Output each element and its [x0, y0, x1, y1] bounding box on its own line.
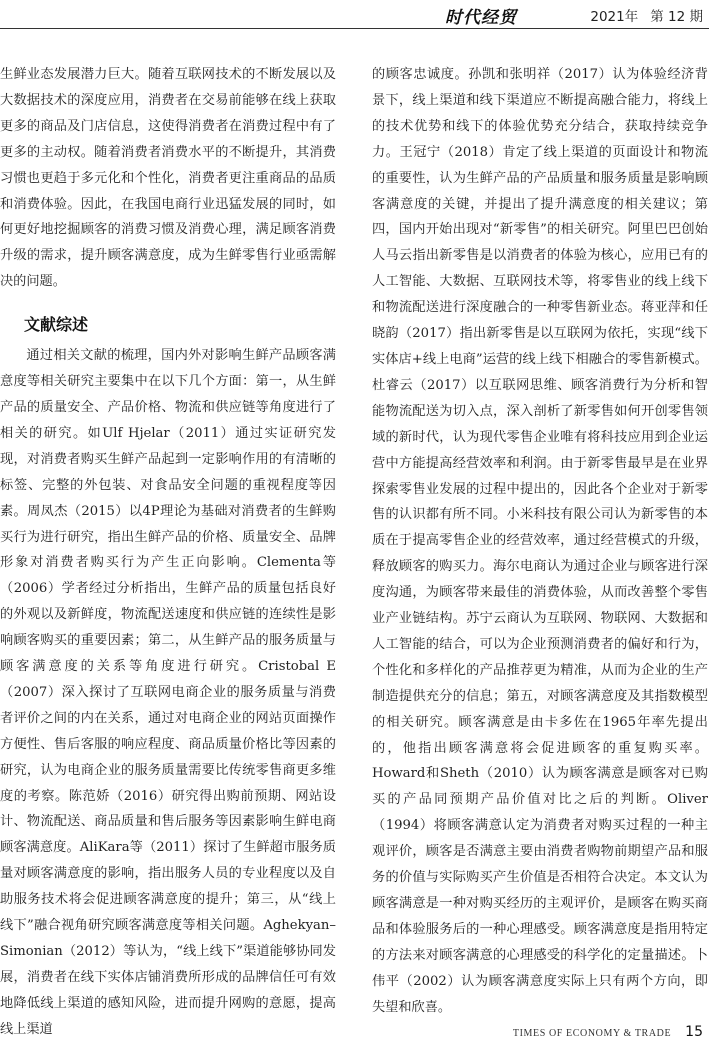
- footer-journal-name: TIMES OF ECONOMY & TRADE: [512, 1028, 672, 1039]
- issue-year: 2021年: [590, 9, 639, 25]
- intro-paragraph: 生鲜业态发展潜力巨大。随着互联网技术的不断发展以及大数据技术的深度应用，消费者在交易前能够在线上获取更多的商品及门店信息，这使得消费者在消费过程中有了更多的主动权。随着消费者消费水平的不断提升，其消费习惯也更趋于多元化和个性化，消费者更注重商品的品质和消费体验。因此，在我国电商行业迅猛发展的同时，如何更好地挖掘顾客的消费习惯及消费心理，满足顾客消费升级的需求，提升顾客满意度，成为生鲜零售行业亟需解决的问题。: [0, 67, 336, 290]
- right-column-text: 的顾客忠诚度。孙凯和张明祥（2017）认为体验经济背景下，线上渠道和线下渠道应不断提高融合能力，将线上的技术优势和线下的体验优势充分结合，获取持续竞争力。王冠宁（2018）肯定了线上渠道的页面设计和物流的重要性，认为生鲜产品的产品质量和服务质量是影响顾客满意度的关键，并提出了提升满意度的相关建议；第四，国内开始出现对“新零售”的相关研究。阿里巴巴创始人马云指出新零售是以消费者的体验为核心，应用已有的人工智能、大数据、互联网技术等，将零售业的线上线下和物流配送进行深度融合的一种零售新业态。蒋亚萍和任晓韵（2017）指出新零售是以互联网为依托，实现“线下实体店+线上电商”运营的线上线下相融合的零售新模式。杜睿云（2017）以互联网思维、顾客消费行为分析和智能物流配送为切入点，深入剖析了新零售如何开创零售领域的新时代，认为现代零售企业唯有将科技应用到企业运营中方能提高经营效率和利润。由于新零售最早是在业界探索零售业发展的过程中提出的，因此各个企业对于新零售的认识都有所不同。小米科技有限公司认为新零售的本质在于提高零售企业的经营效率，通过经营模式的升级，释放顾客的购买力。海尔电商认为通过企业与顾客进行深度沟通，为顾客带来最佳的消费体验，从而改善整个零售业产业链结构。苏宁云商认为互联网、物联网、大数据和人工智能的结合，可以为企业预测消费者的偏好和行为，个性化和多样化的产品推荐更为精准，从而为企业的生产制造提供充分的信息；第五，对顾客满意度及其指数模型的相关研究。顾客满意是由卡多佐在1965年率先提出的，他指出顾客满意将会促进顾客的重复购买率。Howard和Sheth（2010）认为顾客满意是顾客对已购买的产品同预期产品价值对比之后的判断。Oliver（1994）将顾客满意认定为消费者对购买过程的一种主观评价，顾客是否满意主要由消费者购物前期望产品和服务的价值与实际购买产生价值是否相符合决定。本文认为顾客满意是一种对购买经历的主观评价，是顾客在购买商品和体验服务后的一种心理感受。顾客满意度是指用特定的方法来对顾客满意的心理感受的科学化的定量描述。卜伟平（2002）认为顾客满意度实际上只有两个方向，即失望和欣喜。: [372, 67, 708, 1015]
- page-number: 15: [685, 1024, 703, 1040]
- section-title: 文献综述: [24, 315, 89, 335]
- page-footer: [513, 1024, 703, 1040]
- issue-number: 第 12 期: [650, 9, 703, 25]
- review-paragraph: 通过相关文献的梳理，国内外对影响生鲜产品顾客满意度等相关研究主要集中在以下几个方面：第一，从生鲜产品的质量安全、产品价格、物流和供应链等角度进行了相关的研究。如Ulf Hjelar（2011）通过实证研究发现，对消费者购买生鲜产品起到一定影响作用的有清晰的标签、完整的外包装、对食品安全问题的重视程度等因素。周凤杰（2015）以4P理论为基础对消费者的生鲜购买行为进行研究，指出生鲜产品的价格、质量安全、品牌形象对消费者购买行为产生正向影响。Clementa等（2006）学者经过分析指出，生鲜产品的质量包括良好的外观以及新鲜度，物流配送速度和供应链的连续性是影响顾客购买的重要因素；第二，从生鲜产品的服务质量与顾客满意度的关系等角度进行研究。Cristobal E（2007）深入探讨了互联网电商企业的服务质量与消费者评价之间的内在关系，通过对电商企业的网站页面操作方便性、售后客服的响应程度、商品质量价格比等因素的研究，认为电商企业的服务质量需要比传统零售商更多维度的考察。陈范娇（2016）研究得出购前预期、网站设计、物流配送、商品质量和售后服务等因素影响生鲜电商顾客满意度。AliKara等（2011）探讨了生鲜超市服务质量对顾客满意度的影响，指出服务人员的专业程度以及自助服务技术将会促进顾客满意度的提升；第三，从“线上线下”融合视角研究顾客满意度等相关问题。Aghekyan–Simonian（2012）等认为，“线上线下”渠道能够协同发展，消费者在线下实体店铺消费所形成的品牌信任可有效地降低线上渠道的感知风险，进而提升网购的意愿，提高线上渠道: [0, 348, 336, 1037]
- issue-info: [590, 5, 703, 25]
- right-column: [372, 62, 708, 1021]
- journal-brand: 时代经贸: [445, 8, 517, 28]
- left-column: [0, 62, 336, 1043]
- page-header: [0, 0, 709, 29]
